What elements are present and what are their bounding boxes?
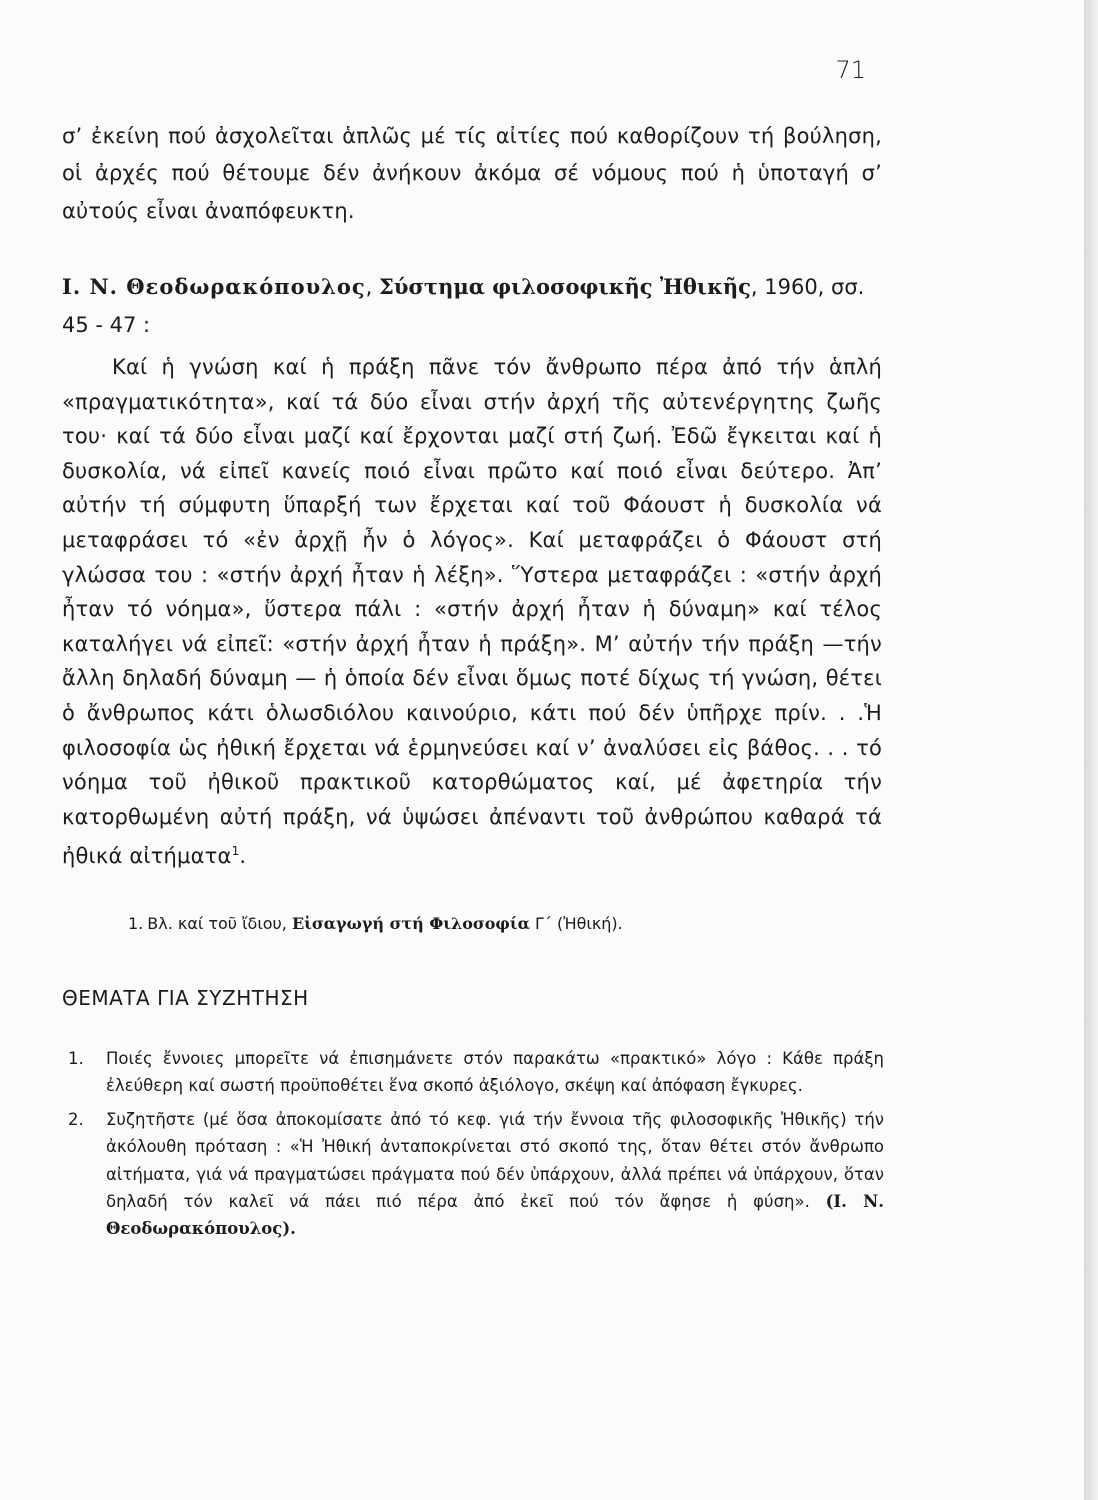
footnote-prefix: Βλ. καί τοῦ ἴδιου, (147, 914, 292, 933)
topic-number: 2. (68, 1109, 84, 1129)
topic-number: 1. (68, 1049, 84, 1068)
topic-text: Ποιές ἔννοιες μπορεῖτε νά ἐπισημάνετε στόν παρακάτω «πρακτικό» λόγο : Κάθε πράξη ἐλεύθερη καί σωστή προϋποθέτει ἕνα σκοπό ἀξιόλογο, σκέψη καί ἀπόφαση ἔγκυρες. (106, 1049, 884, 1096)
footnote-number: 1. (128, 914, 144, 933)
footnote (128, 910, 888, 939)
citation-details: , 1960, σσ. 45 - 47 : (62, 275, 865, 337)
citation-separator: , (365, 275, 380, 299)
topic-author: (Ι. Ν. Θεοδωρακόπουλος). (106, 1192, 885, 1239)
quote-text: Καί ἡ γνώση καί ἡ πράξη πᾶνε τόν ἄνθρωπο πέρα ἀπό τήν ἁπλή «πραγματικότητα», καί τά δύο εἶναι στήν ἀρχή τῆς αὐτενέργητης ζωῆς του· καί τά δύο εἶναι μαζί καί ἔρχονται μαζί στή ζωή. Ἐδῶ ἔγκειται καί ἡ δυσκολία, νά εἰπεῖ κανείς ποιό εἶναι πρῶτο καί ποιό εἶναι δεύτερο. Ἀπ’ αὐτήν τή σύμφυτη ὕπαρξή των ἔρχεται καί τοῦ Φάουστ ἡ δυσκολία νά μεταφράσει τό «ἐν ἀρχῇ ἦν ὁ λόγος». Καί μεταφράζει ὁ Φάουστ στή γλώσσα του : «στήν ἀρχή ἦταν ἡ λέξη». Ὕστερα μεταφράζει : «στήν ἀρχή ἦταν τό νόημα», ὕστερα πάλι : «στήν ἀρχή ἦταν ἡ δύναμη» καί τέλος καταλήγει νά εἰπεῖ: «στήν ἀρχή ἦταν ἡ πράξη». Μ’ αὐτήν τήν πράξη —τήν ἄλλη δηλαδή δύναμη — ἡ ὁποία δέν εἶναι ὅμως ποτέ δίχως τή γνώση, θέτει ὁ ἄνθρωπος κάτι ὁλωσδιόλου καινούριο, κάτι πού δέν ὑπῆρχε πρίν. . .Ἡ φιλοσοφία ὡς ἠθική ἔρχεται νά ἑρμηνεύσει καί ν’ ἀναλύσει εἰς βάθος. . . τό νόημα τοῦ ἠθικοῦ πρακτικοῦ κατορθώματος καί, μέ ἀφετηρία τήν κατορθωμένη αὐτή πράξη, νά ὑψώσει ἀπέναντι τοῦ ἀνθρώπου καθαρά τά ἠθικά αἰτήματα (62, 355, 882, 869)
topic-item (62, 1045, 884, 1100)
topic-text: Συζητῆστε (μέ ὅσα ἀποκομίσατε ἀπό τό κεφ. γιά τήν ἔννοια τῆς φιλοσοφικῆς Ἠθικῆς) τήν ἀκόλουθη πρόταση : «Ἡ Ἠθική ἀνταποκρίνεται στό σκοπό της, ὅταν θέτει στόν ἄνθρωπο αἰτήματα, γιά νά πραγματώσει πράγματα πού δέν ὑπάρχουν, ἀλλά πρέπει νά ὑπάρχουν, ὅταν δηλαδή τόν καλεῖ νά πάει πιό πέρα ἀπό ἐκεῖ πού τόν ἄφησε ἡ φύση». (106, 1109, 884, 1212)
footnote-marker: 1 (231, 844, 240, 859)
intro-paragraph: σ’ ἐκείνη πού ἀσχολεῖται ἁπλῶς μέ τίς αἰτίες πού καθορίζουν τή βούληση, οἱ ἀρχές πού θέτουμε δέν ἀνήκουν ἀκόμα σέ νόμους πού ἡ ὑποταγή σ’ αὐτούς εἶναι ἀναπόφευκτη. (62, 124, 882, 223)
topics-heading: ΘΕΜΑΤΑ ΓΙΑ ΣΥΖΗΤΗΣΗ (62, 986, 309, 1010)
quote-end-period: . (239, 844, 247, 869)
citation-work-title: Σύστημα φιλοσοφικῆς Ἠθικῆς (379, 274, 751, 299)
topics-list (62, 1045, 884, 1249)
footnote-suffix: Γ΄ (Ἠθική). (529, 914, 623, 933)
quoted-passage (62, 350, 882, 874)
page-number: 71 (835, 56, 866, 84)
page-edge-shadow (1084, 0, 1098, 1500)
citation-author: Ι. Ν. Θεοδωρακόπουλος (62, 274, 366, 299)
citation (62, 268, 882, 344)
topic-item (62, 1106, 884, 1243)
footnote-work-title: Εἰσαγωγή στή Φιλοσοφία (291, 914, 530, 933)
